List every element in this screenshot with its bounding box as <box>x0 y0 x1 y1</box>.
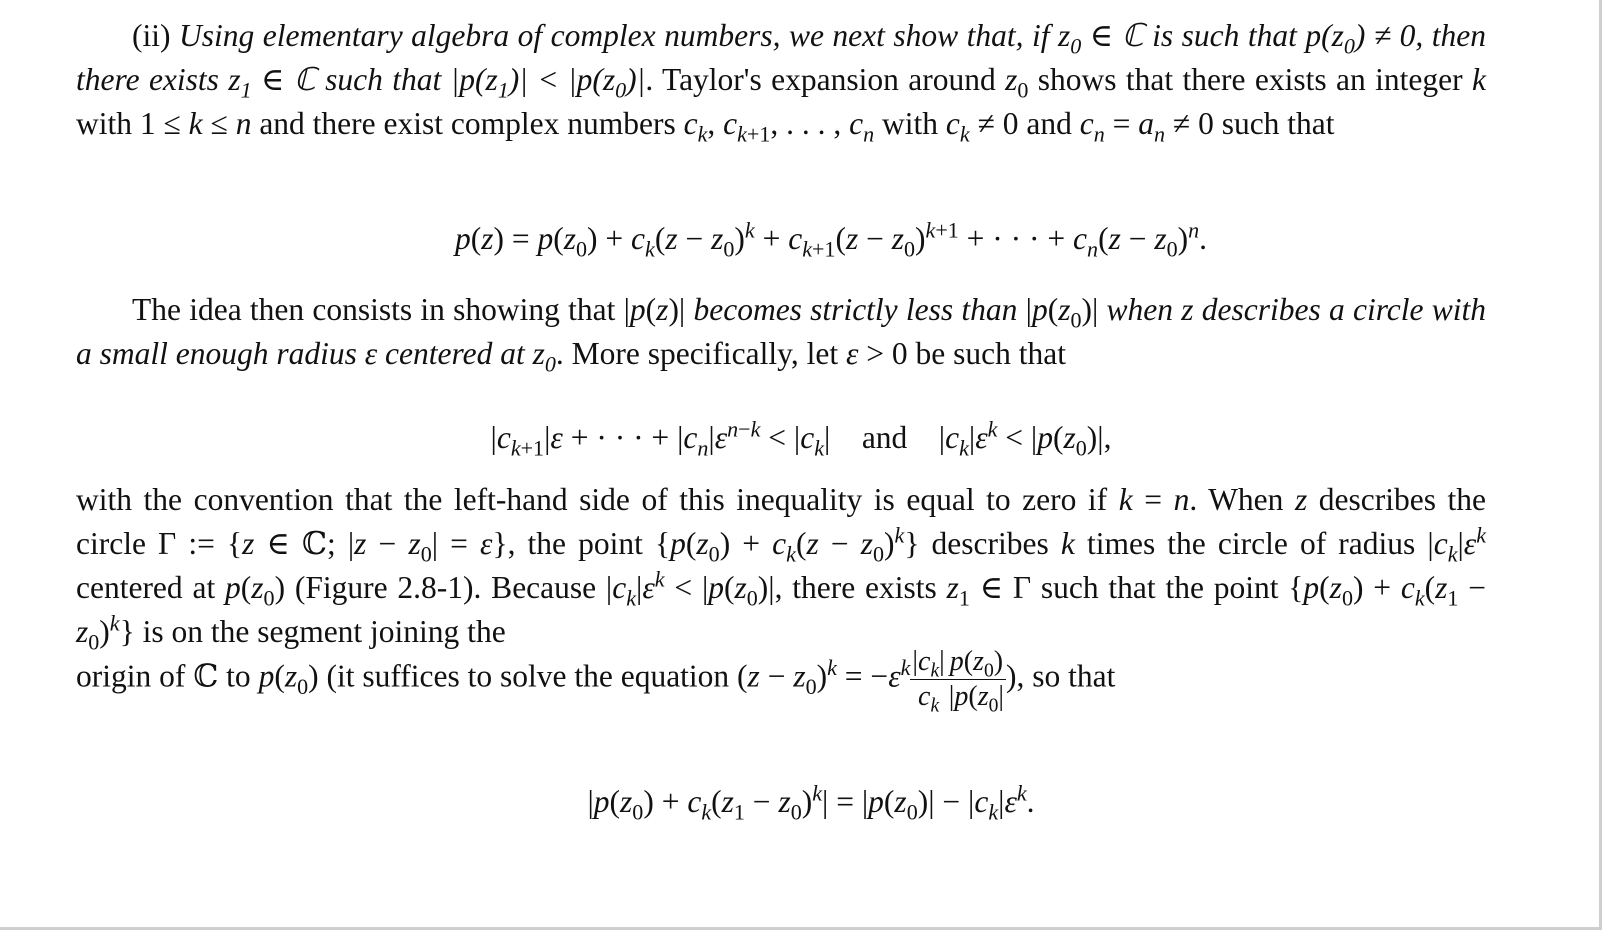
paragraph-idea: The idea then consists in showing that |p(z)| becomes strictly less than $|p(z_0)|$ when z describes a circle with a small enough radius ε centered at $z_0$. More specifically, let ε > 0 be such that <box>76 292 1487 377</box>
epsilon-inequality-equation: $|c_{k+1}|\varepsilon$ + · · · + $|c_n|\varepsilon^{n-k} < |c_k|$ and $|c_k|\varepsilon^k < |p(z_0)|$, <box>490 416 1112 461</box>
paragraph-convention: with the convention that the left-hand side of this inequality is equal to zero if k = n. When z describes the circle Γ := {z ∈ ℂ; $|z - z_0| = \varepsilon$}, the point $\{p(z_0) + c_k(z - z_0)^k\}$ describes k times the circle of radius $|c_k|\varepsilon^k$ centered at $p(z_0)$ (Figure 2.8-1). Because $|c_k|\varepsilon^k < |p(z_0)|$, there exists $z_1$ ∈ Γ such that the point $\{p(z_0) + c_k(z_1 - z_0)^k\}$ is on the segment joining the <box>76 482 1487 655</box>
taylor-expansion-equation: $p(z) = p(z_0) + c_k(z - z_0)^k + c_{k+1}(z - z_0)^{k+1}$ + · · · + $c_n(z - z_0)^n$. <box>454 217 1208 262</box>
final-modulus-equation: $|p(z_0) + c_k(z_1 - z_0)^k| = |p(z_0)| - |c_k|\varepsilon^k$. <box>587 780 1035 825</box>
paragraph-origin-equation: origin of ℂ to $p(z_0)$ (it suffices to solve the equation $(z - z_0)^k = -\varepsilon^k$ $\frac{|c_k|}{c_k}$ $\frac{p(z_0)}{|p(z_0|}$ ), so that <box>76 646 1116 717</box>
paragraph-ii-statement: (ii) Using elementary algebra of complex numbers, we next show that, if $z_0$ ∈ ℂ is such that $p(z_0) \ne 0$, then there exists $z_1$ ∈ ℂ such that $|p(z_1)| < |p(z_0)|$. Taylor's expansion around $z_0$ shows that there exists an integer k with 1 ≤ k ≤ n and there exist complex numbers $c_k$, $c_{k+1}$, . . . , $c_n$ with $c_k \ne 0$ and $c_n = a_n \ne 0$ such that <box>76 18 1486 147</box>
